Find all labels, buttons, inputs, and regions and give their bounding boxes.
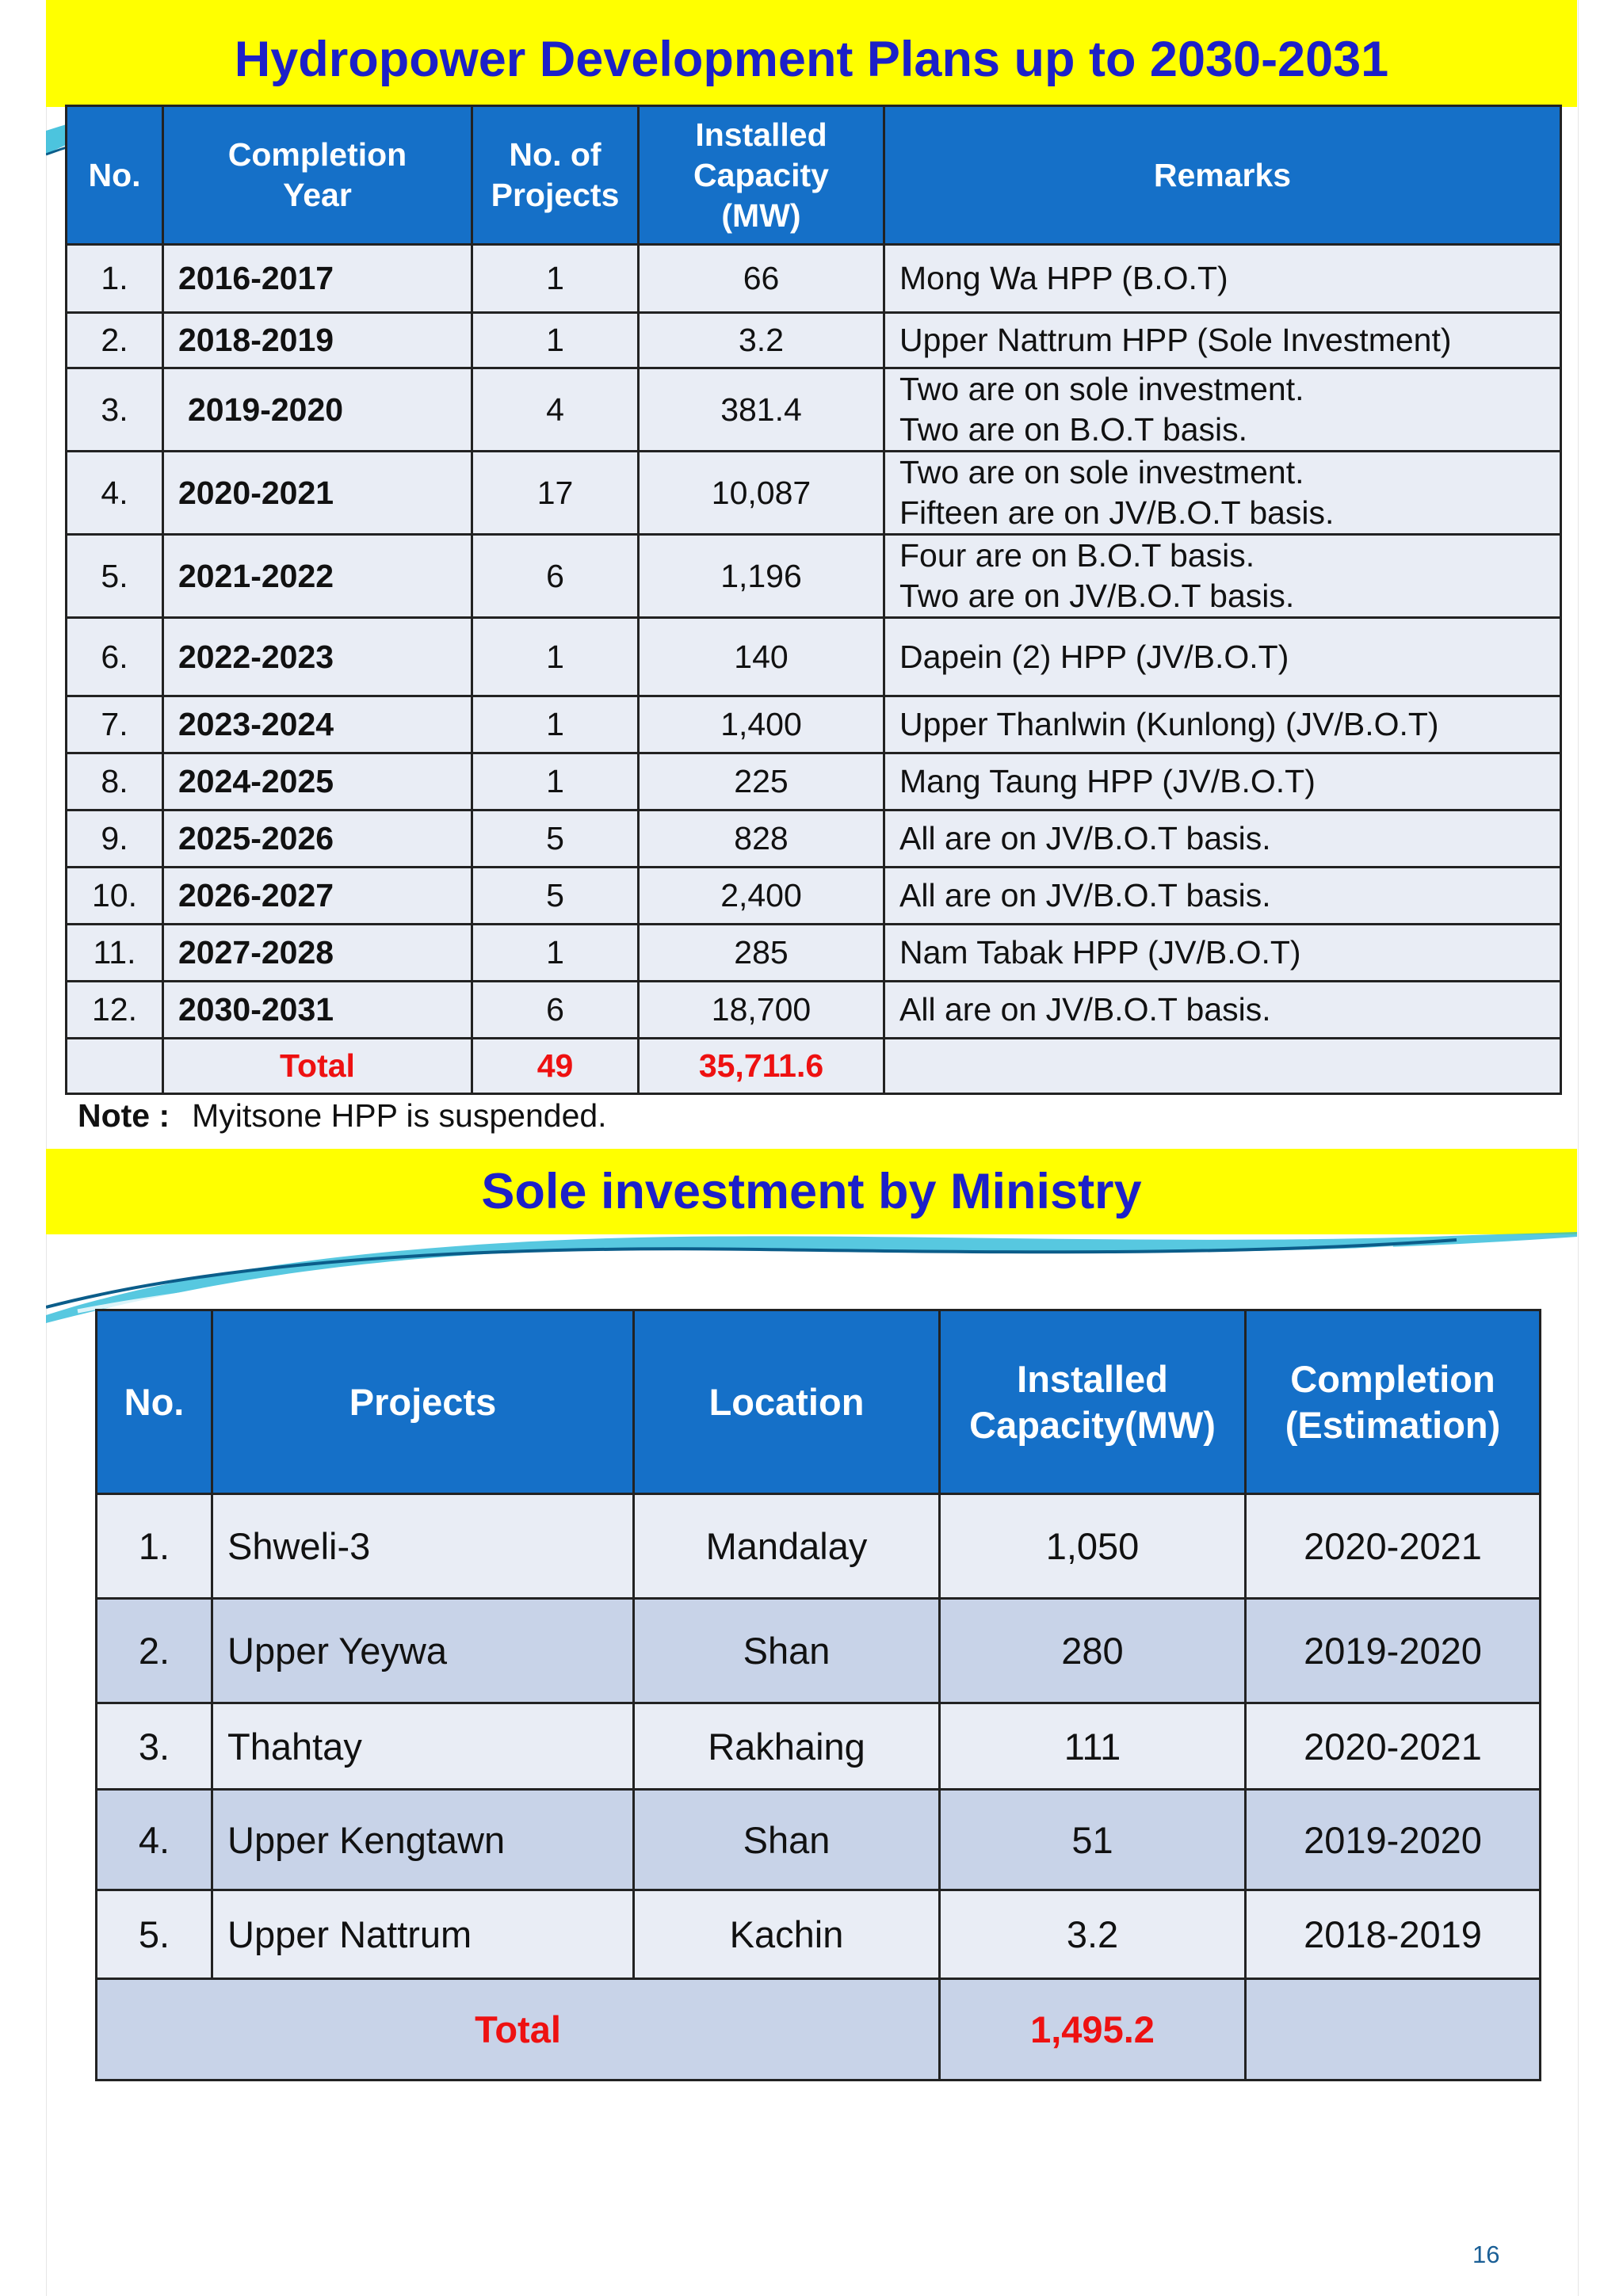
project-count: 4 [472, 368, 639, 452]
installed-capacity: 1,050 [940, 1494, 1246, 1599]
project-count: 1 [472, 925, 639, 982]
remark-line: Two are on JV/B.O.T basis. [899, 578, 1295, 614]
remarks [884, 810, 1561, 868]
row-number: 9. [67, 810, 163, 868]
row-number: 1. [97, 1494, 212, 1599]
remark-line: Nam Tabak HPP (JV/B.O.T) [899, 934, 1301, 971]
remark-line: Two are on sole investment. [899, 454, 1304, 490]
sole-investment-table [95, 1309, 1541, 2081]
project-count: 17 [472, 452, 639, 535]
installed-capacity: 285 [639, 925, 884, 982]
note-label: Note : [78, 1097, 170, 1134]
completion-estimation: 2019-2020 [1246, 1599, 1541, 1703]
table-row [97, 1703, 1541, 1790]
project-count: 6 [472, 535, 639, 618]
note-text: Myitsone HPP is suspended. [192, 1097, 607, 1134]
row-number: 5. [97, 1890, 212, 1979]
row-number: 2. [67, 313, 163, 368]
total-label: Total [97, 1979, 940, 2081]
row-number: 2. [97, 1599, 212, 1703]
location: Shan [634, 1599, 940, 1703]
remark-line: Upper Nattrum HPP (Sole Investment) [899, 322, 1452, 358]
installed-capacity: 18,700 [639, 982, 884, 1039]
project-count: 1 [472, 245, 639, 313]
table-row [67, 810, 1561, 868]
installed-capacity: 225 [639, 753, 884, 810]
page-number: 16 [1472, 2241, 1500, 2268]
remarks [884, 245, 1561, 313]
project-count: 6 [472, 982, 639, 1039]
total-projects: 49 [472, 1039, 639, 1094]
column-header: No. of Projects [472, 106, 639, 245]
completion-year: 2027-2028 [163, 925, 472, 982]
table-row [67, 368, 1561, 452]
column-header: Projects [212, 1310, 634, 1494]
project-count: 5 [472, 868, 639, 925]
completion-year: 2022-2023 [163, 618, 472, 696]
remark-line: Fifteen are on JV/B.O.T basis. [899, 494, 1335, 531]
table-row [67, 245, 1561, 313]
row-number: 6. [67, 618, 163, 696]
project-count: 1 [472, 313, 639, 368]
row-number: 7. [67, 696, 163, 753]
installed-capacity: 1,196 [639, 535, 884, 618]
project-count: 1 [472, 618, 639, 696]
remarks [884, 313, 1561, 368]
row-number: 1. [67, 245, 163, 313]
completion-year: 2026-2027 [163, 868, 472, 925]
location: Rakhaing [634, 1703, 940, 1790]
column-header: Installed Capacity(MW) [940, 1310, 1246, 1494]
installed-capacity: 828 [639, 810, 884, 868]
remarks [884, 696, 1561, 753]
project-name: Upper Nattrum [212, 1890, 634, 1979]
empty-cell [67, 1039, 163, 1094]
completion-year: 2021-2022 [163, 535, 472, 618]
table-row [97, 1890, 1541, 1979]
project-count: 5 [472, 810, 639, 868]
empty-cell [1246, 1979, 1541, 2081]
completion-estimation: 2020-2021 [1246, 1494, 1541, 1599]
completion-estimation: 2018-2019 [1246, 1890, 1541, 1979]
total-label: Total [163, 1039, 472, 1094]
installed-capacity: 140 [639, 618, 884, 696]
completion-year: 2024-2025 [163, 753, 472, 810]
remarks [884, 868, 1561, 925]
empty-cell [884, 1039, 1561, 1094]
column-header: Remarks [884, 106, 1561, 245]
installed-capacity: 3.2 [639, 313, 884, 368]
remark-line: Mong Wa HPP (B.O.T) [899, 260, 1228, 296]
installed-capacity: 280 [940, 1599, 1246, 1703]
table-row [97, 1599, 1541, 1703]
project-count: 1 [472, 753, 639, 810]
total-row [67, 1039, 1561, 1094]
row-number: 5. [67, 535, 163, 618]
table-row [67, 313, 1561, 368]
row-number: 3. [97, 1703, 212, 1790]
row-number: 11. [67, 925, 163, 982]
table-row [67, 925, 1561, 982]
table-row [67, 452, 1561, 535]
remark-line: Two are on B.O.T basis. [899, 411, 1248, 448]
row-number: 8. [67, 753, 163, 810]
row-number: 3. [67, 368, 163, 452]
project-name: Upper Yeywa [212, 1599, 634, 1703]
location: Kachin [634, 1890, 940, 1979]
table-row [97, 1494, 1541, 1599]
table-row [97, 1790, 1541, 1890]
table-row [67, 753, 1561, 810]
location: Mandalay [634, 1494, 940, 1599]
row-number: 4. [97, 1790, 212, 1890]
project-name: Thahtay [212, 1703, 634, 1790]
note [78, 1097, 607, 1135]
row-number: 4. [67, 452, 163, 535]
project-count: 1 [472, 696, 639, 753]
installed-capacity: 111 [940, 1703, 1246, 1790]
installed-capacity: 1,400 [639, 696, 884, 753]
completion-estimation: 2020-2021 [1246, 1703, 1541, 1790]
remark-line: Dapein (2) HPP (JV/B.O.T) [899, 638, 1289, 675]
installed-capacity: 381.4 [639, 368, 884, 452]
remarks [884, 925, 1561, 982]
completion-year: 2020-2021 [163, 452, 472, 535]
completion-year: 2030-2031 [163, 982, 472, 1039]
row-number: 12. [67, 982, 163, 1039]
remark-line: Upper Thanlwin (Kunlong) (JV/B.O.T) [899, 706, 1439, 742]
location: Shan [634, 1790, 940, 1890]
section-title: Sole investment by Ministry [46, 1149, 1577, 1234]
completion-year: 2023-2024 [163, 696, 472, 753]
remarks [884, 753, 1561, 810]
total-capacity: 35,711.6 [639, 1039, 884, 1094]
table-header-row [97, 1310, 1541, 1494]
total-row [97, 1979, 1541, 2081]
completion-year: 2016-2017 [163, 245, 472, 313]
remarks [884, 368, 1561, 452]
table-row [67, 868, 1561, 925]
installed-capacity: 51 [940, 1790, 1246, 1890]
column-header: Completion Year [163, 106, 472, 245]
remarks [884, 535, 1561, 618]
table-header-row [67, 106, 1561, 245]
column-header: No. [67, 106, 163, 245]
column-header: Location [634, 1310, 940, 1494]
column-header: No. [97, 1310, 212, 1494]
remark-line: Four are on B.O.T basis. [899, 537, 1255, 574]
installed-capacity: 66 [639, 245, 884, 313]
table-row [67, 535, 1561, 618]
table-row [67, 618, 1561, 696]
hydropower-plans-table [65, 105, 1562, 1095]
installed-capacity: 3.2 [940, 1890, 1246, 1979]
table-row [67, 982, 1561, 1039]
installed-capacity: 10,087 [639, 452, 884, 535]
remark-line: Mang Taung HPP (JV/B.O.T) [899, 763, 1316, 799]
completion-estimation: 2019-2020 [1246, 1790, 1541, 1890]
table-row [67, 696, 1561, 753]
project-name: Shweli-3 [212, 1494, 634, 1599]
total-capacity: 1,495.2 [940, 1979, 1246, 2081]
completion-year: 2018-2019 [163, 313, 472, 368]
installed-capacity: 2,400 [639, 868, 884, 925]
project-name: Upper Kengtawn [212, 1790, 634, 1890]
remark-line: All are on JV/B.O.T basis. [899, 991, 1271, 1028]
page-title: Hydropower Development Plans up to 2030-2031 [46, 0, 1577, 107]
remark-line: All are on JV/B.O.T basis. [899, 877, 1271, 913]
column-header: Installed Capacity (MW) [639, 106, 884, 245]
remark-line: Two are on sole investment. [899, 371, 1304, 407]
remark-line: All are on JV/B.O.T basis. [899, 820, 1271, 856]
remarks [884, 618, 1561, 696]
column-header: Completion (Estimation) [1246, 1310, 1541, 1494]
remarks [884, 452, 1561, 535]
completion-year: 2025-2026 [163, 810, 472, 868]
row-number: 10. [67, 868, 163, 925]
completion-year: 2019-2020 [163, 368, 472, 452]
remarks [884, 982, 1561, 1039]
